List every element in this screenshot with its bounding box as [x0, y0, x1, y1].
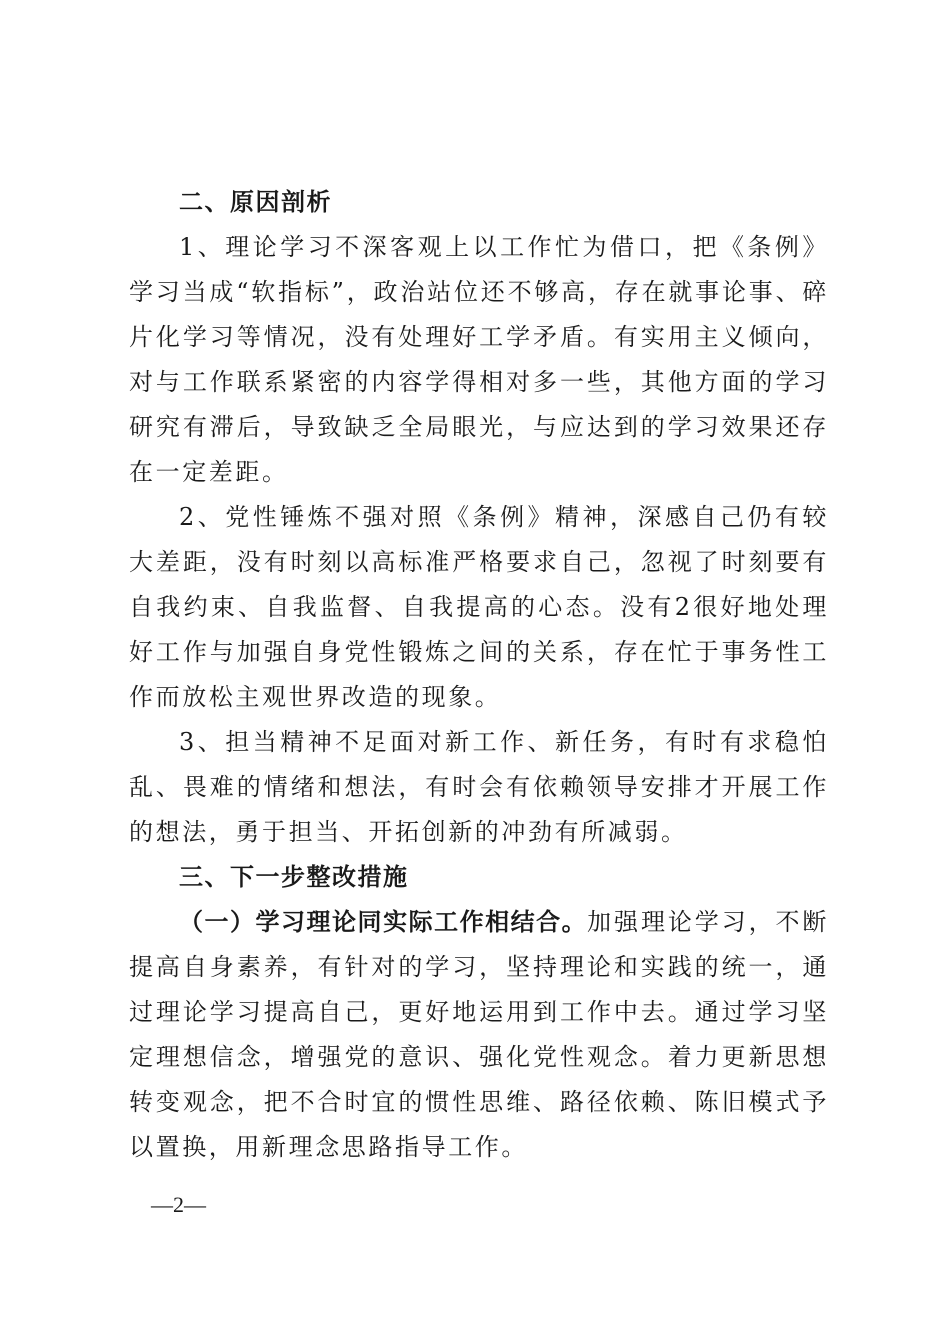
section-heading-rectification: 三、下一步整改措施	[179, 863, 409, 891]
paragraph-lead-body: 加强理论学习，不断提高自身素养，有针对的学习，坚持理论和实践的统一，通过理论学习提高自己，更好地运用到工作中去。通过学习坚定理想信念，增强党的意识、强化党性观念。着力更新思想转变观念，把不合时宜的惯性思维、路径依赖、陈旧模式予以置换，用新理念思路指导工作。	[129, 908, 830, 1161]
page-number: —2—	[151, 1192, 206, 1217]
paragraph-theory-study: 1、理论学习不深客观上以工作忙为借口，把《条例》学习当成“软指标”，政治站位还不够高，存在就事论事、碎片化学习等情况，没有处理好工学矛盾。有实用主义倾向，对与工作联系紧密的内容学得相对多一些，其他方面的学习研究有滞后，导致缺乏全局眼光，与应达到的学习效果还存在一定差距。	[129, 233, 829, 486]
paragraph-party-spirit: 2、党性锤炼不强对照《条例》精神，深感自己仍有较大差距，没有时刻以高标准严格要求自己，忽视了时刻要有自我约束、自我监督、自我提高的心态。没有2很好地处理好工作与加强自身党性锻炼之间的关系，存在忙于事务性工作而放松主观世界改造的现象。	[129, 503, 829, 711]
paragraph-responsibility: 3、担当精神不足面对新工作、新任务，有时有求稳怕乱、畏难的情绪和想法，有时会有依赖领导安排才开展工作的想法，勇于担当、开拓创新的冲劲有所减弱。	[129, 728, 829, 846]
section-heading-cause-analysis: 二、原因剖析	[179, 188, 332, 216]
paragraph-theory-practice	[129, 900, 829, 1170]
document-body	[129, 180, 829, 1170]
paragraph-lead-title: （一）学习理论同实际工作相结合。	[179, 908, 588, 936]
